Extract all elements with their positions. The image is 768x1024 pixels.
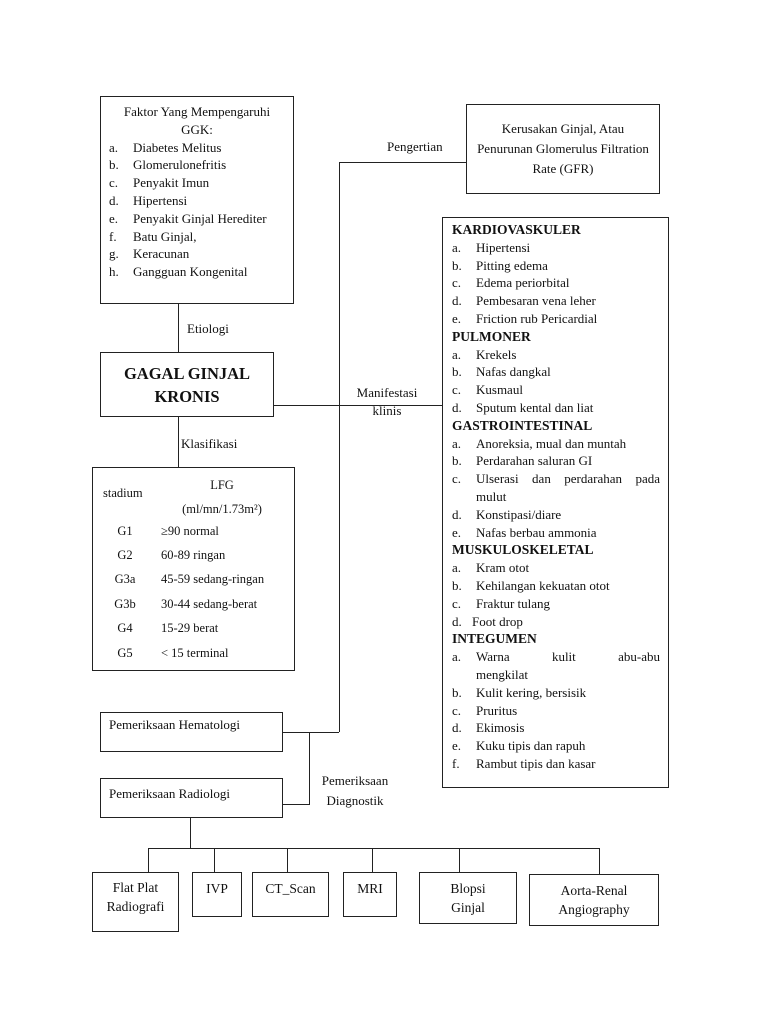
line-pengertian — [339, 162, 466, 163]
line-radiologi-bar — [148, 848, 600, 849]
list-item: d. Sputum kental dan liat — [452, 399, 594, 415]
pemeriksaan-radiologi-box: Pemeriksaan Radiologi — [100, 778, 283, 818]
list-item: g. Keracunan — [109, 246, 190, 262]
list-item: c. Ulserasi dan perdarahan pada mulut — [452, 471, 660, 504]
list-item: d. Konstipasi/diare — [452, 506, 562, 522]
label-pengertian: Pengertian — [387, 139, 443, 154]
center-title-line2: KRONIS — [154, 386, 220, 406]
list-item: d. Ekimosis — [452, 720, 525, 736]
section-title: PULMONER — [452, 328, 531, 344]
pengertian-text: Kerusakan Ginjal, Atau Penurunan Glomerulus Filtration Rate (GFR) — [477, 121, 649, 176]
radiologi-box-ct-scan: CT_Scan — [252, 872, 329, 917]
list-item: a. Kram otot — [452, 560, 530, 576]
table-row: G1 ≥90 normal — [117, 524, 219, 538]
line-drop-6 — [599, 848, 600, 874]
list-item: f. Batu Ginjal, — [109, 228, 197, 244]
line-bracket-bottom — [283, 804, 310, 805]
manifestasi-klinis-box — [442, 217, 669, 788]
list-item: d. Foot drop — [452, 613, 523, 629]
list-item: b. Kulit kering, bersisik — [452, 684, 587, 700]
list-item: b. Nafas dangkal — [452, 364, 551, 380]
line-bracket-top — [283, 732, 309, 733]
header-lfg: LFG (ml/mn/1.73m²) — [182, 478, 262, 516]
line-etiologi — [178, 304, 179, 352]
line-drop-2 — [214, 848, 215, 872]
list-item: e. Penyakit Ginjal Herediter — [109, 210, 267, 226]
pemeriksaan-hematologi-box: Pemeriksaan Hematologi — [100, 712, 283, 752]
center-title-line1: GAGAL GINJAL — [123, 363, 251, 383]
list-item: a. Hipertensi — [452, 239, 531, 255]
radiologi-box-flat-plat: Flat Plat Radiografi — [92, 872, 179, 932]
gagal-ginjal-kronis-box — [100, 352, 274, 417]
list-item: c. Edema periorbital — [452, 275, 570, 291]
list-item: c. Pruritus — [452, 702, 518, 718]
radiologi-box-biopsi: Blopsi Ginjal — [419, 872, 517, 924]
list-item: h. Gangguan Kongenital — [109, 264, 248, 280]
radiologi-box-aorta-renal: Aorta-Renal Angiography — [529, 874, 659, 926]
list-item: b. Pitting edema — [452, 257, 548, 273]
label-etiologi: Etiologi — [187, 321, 229, 336]
line-drop-5 — [459, 848, 460, 872]
radiologi-box-ivp: IVP — [192, 872, 242, 917]
line-drop-3 — [287, 848, 288, 872]
list-item: b. Glomerulonefritis — [109, 157, 227, 173]
list-item: a. Krekels — [452, 346, 517, 362]
list-item: c. Fraktur tulang — [452, 595, 551, 611]
klasifikasi-table — [92, 467, 295, 671]
list-item: f. Rambut tipis dan kasar — [452, 755, 596, 771]
line-drop-1 — [148, 848, 149, 872]
list-item: a. Anoreksia, mual dan muntah — [452, 435, 627, 451]
section-title: GASTROINTESTINAL — [452, 417, 593, 433]
line-bracket-vertical — [309, 732, 310, 804]
section-title: MUSKULOSKELETAL — [452, 542, 594, 558]
line-radiologi-down — [190, 818, 191, 848]
table-row: G5 < 15 terminal — [117, 646, 229, 660]
list-item: c. Kusmaul — [452, 382, 523, 398]
label-klasifikasi: Klasifikasi — [181, 436, 238, 451]
faktor-box — [100, 96, 294, 304]
table-row: G4 15-29 berat — [117, 621, 219, 635]
line-drop-4 — [372, 848, 373, 872]
table-row: G3b 30-44 sedang-berat — [114, 597, 258, 611]
line-klasifikasi — [178, 417, 179, 467]
list-item: e. Kuku tipis dan rapuh — [452, 738, 586, 754]
label-diagnostik: Pemeriksaan Diagnostik — [321, 773, 389, 808]
table-row: G2 60-89 ringan — [117, 548, 226, 562]
label-manifestasi: Manifestasi klinis — [356, 385, 418, 418]
section-title: INTEGUMEN — [452, 631, 537, 647]
list-item: b. Perdarahan saluran GI — [452, 453, 593, 469]
line-main-vertical — [339, 162, 340, 732]
pengertian-box — [466, 104, 660, 194]
list-item: b. Kehilangan kekuatan otot — [452, 577, 610, 593]
header-stadium: stadium — [103, 486, 143, 500]
list-item: a. Warna kulit abu-abu mengkilat — [452, 649, 660, 682]
list-item: d. Hipertensi — [109, 192, 188, 208]
list-item: a. Diabetes Melitus — [109, 139, 222, 155]
list-item: e. Nafas berbau ammonia — [452, 524, 597, 540]
list-item: e. Friction rub Pericardial — [452, 310, 598, 326]
faktor-title: Faktor Yang Mempengaruhi GGK: — [123, 104, 271, 137]
section-title: KARDIOVASKULER — [452, 222, 581, 237]
table-row: G3a 45-59 sedang-ringan — [114, 572, 265, 586]
list-item: c. Penyakit Imun — [109, 175, 210, 191]
radiologi-box-mri: MRI — [343, 872, 397, 917]
list-item: d. Pembesaran vena leher — [452, 293, 596, 309]
